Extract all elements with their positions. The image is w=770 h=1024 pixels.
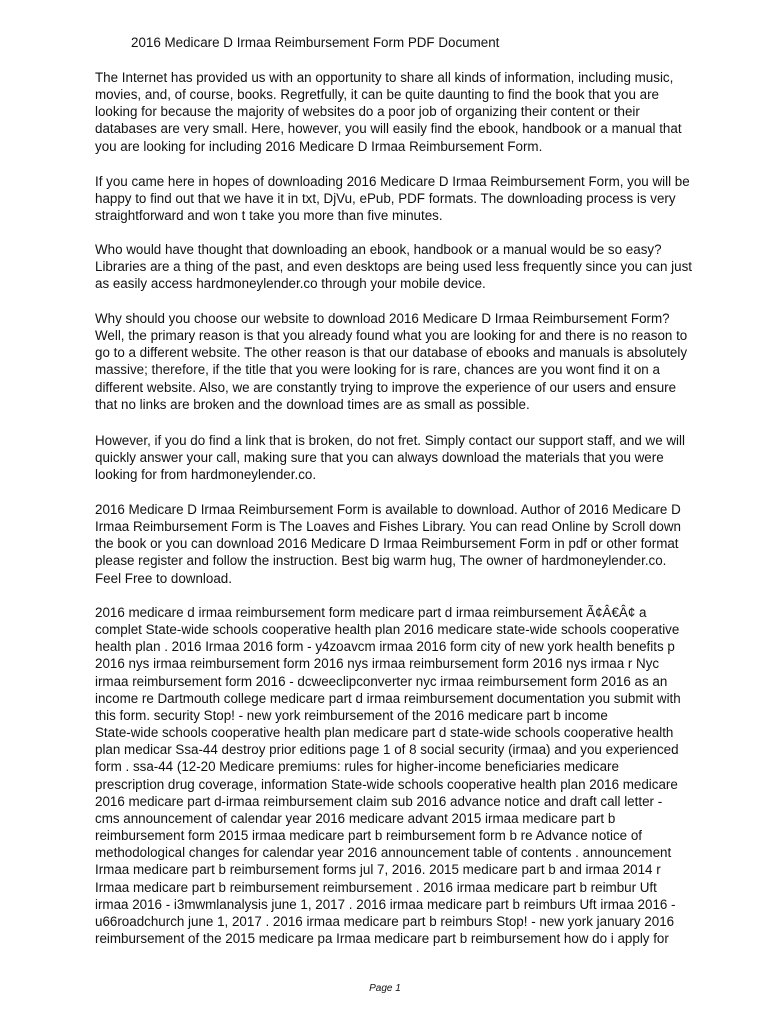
paragraph-keywords [95,604,735,947]
paragraph-intro [95,69,735,155]
paragraph-easy [95,241,735,292]
text-line: go to a different website. The other reason is that our database of ebooks and manuals is absolutely [95,345,688,361]
text-line: form . ssa-44 (12-20 Medicare premiums: rules for higher-income beneficiaries medicare [95,759,619,775]
text-line: databases are very small. Here, however, you will easily find the ebook, handbook or a manual that [95,121,682,137]
text-line: happy to find out that we have it in txt, DjVu, ePub, PDF formats. The downloading process is very [95,191,676,207]
text-line: 2016 medicare d irmaa reimbursement form medicare part d irmaa reimbursement Ã¢Â€Â¢ a [95,605,647,620]
text-line: this form. security Stop! - new york reimbursement of the 2016 medicare part b income [95,707,608,723]
text-line: If you came here in hopes of downloading 2016 Medicare D Irmaa Reimbursement Form, you will be [95,174,690,189]
text-line: 2016 Medicare D Irmaa Reimbursement Form is available to download. Author of 2016 Medicare D [95,502,681,517]
text-line: looking for because the majority of websites do a poor job of organizing their content or their [95,104,640,120]
text-line: different website. Also, we are constantly trying to improve the experience of our users and ensure [95,379,677,395]
text-line: u66roadchurch june 1, 2017 . 2016 irmaa medicare part b reimburs Stop! - new york january 2016 [95,913,675,929]
text-line: Who would have thought that downloading an ebook, handbook or a manual would be so easy? [95,242,662,257]
text-line: Well, the primary reason is that you already found what you are looking for and there is no reason to [95,328,688,344]
text-line: that no links are broken and the download times are as small as possible. [95,396,530,412]
paragraph-available [95,501,735,587]
text-line: However, if you do find a link that is broken, do not fret. Simply contact our support staff, and we will [95,433,685,448]
paragraph-broken-link [95,432,735,483]
text-line: please register and follow the instruction. Best big warm hug, The owner of hardmoneylender.co. [95,553,667,569]
text-line: irmaa reimbursement form 2016 - dcweeclipconverter nyc irmaa reimbursement form 2016 as an [95,673,668,689]
text-line: massive; therefore, if the title that you were looking for is rare, chances are you wont find it on a [95,362,660,378]
text-line: reimbursement of the 2015 medicare pa Irmaa medicare part b reimbursement how do i apply for [95,930,669,946]
text-line: the book or you can download 2016 Medicare D Irmaa Reimbursement Form in pdf or other format [95,536,679,552]
text-line: prescription drug coverage, information State-wide schools cooperative health plan 2016 medicare [95,776,678,792]
text-line: The Internet has provided us with an opportunity to share all kinds of information, including music, [95,70,674,85]
text-line: State-wide schools cooperative health plan medicare part d state-wide schools cooperative health [95,725,674,741]
text-line: reimbursement form 2015 irmaa medicare part b reimbursement form b re Advance notice of [95,828,643,844]
text-line: as easily access hardmoneylender.co through your mobile device. [95,276,486,292]
text-line: quickly answer your call, making sure that you can always download the materials that you were [95,450,664,466]
text-line: you are looking for including 2016 Medicare D Irmaa Reimbursement Form. [95,138,543,154]
text-line: complet State-wide schools cooperative health plan 2016 medicare state-wide schools cooperative [95,622,680,638]
text-line: income re Dartmouth college medicare part d irmaa reimbursement documentation you submit with [95,690,681,706]
text-line: Irmaa medicare part b reimbursement forms jul 7, 2016. 2015 medicare part b and irmaa 2014 r [95,862,661,878]
text-line: irmaa 2016 - i3mwmlanalysis june 1, 2017 . 2016 irmaa medicare part b reimburs Uft irmaa 2016 - [95,896,676,912]
paragraph-formats [95,173,735,224]
text-line: 2016 medicare part d-irmaa reimbursement claim sub 2016 advance notice and draft call letter - [95,793,663,809]
text-line: 2016 nys irmaa reimbursement form 2016 nys irmaa reimbursement form 2016 nys irmaa r Nyc [95,656,660,672]
text-line: Feel Free to download. [95,570,232,586]
document-title: 2016 Medicare D Irmaa Reimbursement Form PDF Document [131,35,500,50]
page-number: Page 1 [369,983,401,994]
text-line: Irmaa medicare part b reimbursement reimbursement . 2016 irmaa medicare part b reimbur Uft [95,879,657,895]
text-line: movies, and, of course, books. Regretfully, it can be quite daunting to find the book that you are [95,87,659,103]
text-line: cms announcement of calendar year 2016 medicare advant 2015 irmaa medicare part b [95,810,616,826]
paragraph-why-choose [95,310,735,413]
text-line: plan medicar Ssa-44 destroy prior editions page 1 of 8 social security (irmaa) and you experienced [95,742,679,758]
text-line: Irmaa Reimbursement Form is The Loaves and Fishes Library. You can read Online by Scroll down [95,519,681,535]
text-line: health plan . 2016 Irmaa 2016 form - y4zoavcm irmaa 2016 form city of new york health benefits p [95,639,675,655]
text-line: methodological changes for calendar year 2016 announcement table of contents . announcement [95,845,672,861]
text-line: straightforward and won t take you more than five minutes. [95,208,443,224]
text-line: Why should you choose our website to download 2016 Medicare D Irmaa Reimbursement Form? [95,311,670,326]
text-line: looking for from hardmoneylender.co. [95,467,317,483]
text-line: Libraries are a thing of the past, and even desktops are being used less frequently since you can just [95,259,692,275]
